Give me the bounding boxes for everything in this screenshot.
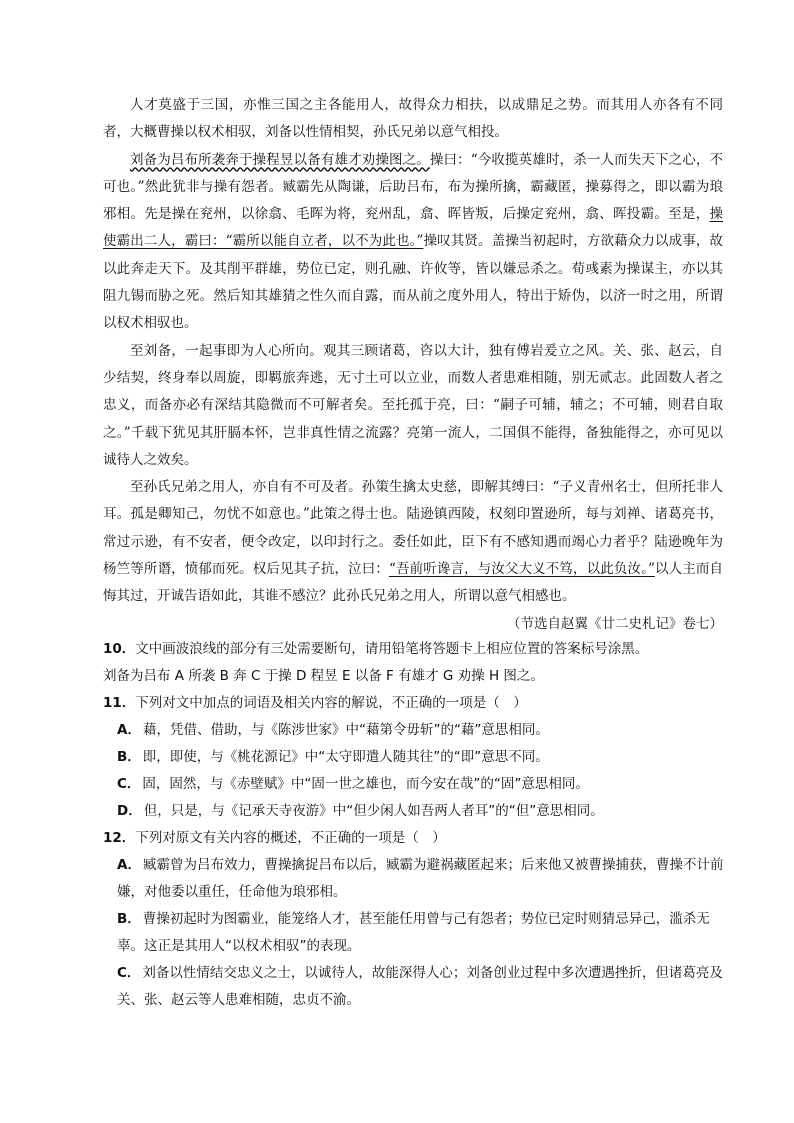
- source-citation: （节选自赵翼《廿二史札记》卷七）: [507, 615, 723, 632]
- question-number: 10．: [103, 641, 136, 657]
- option-c: [103, 771, 725, 798]
- option-text: 即，即使，与《桃花源记》中“太守即遣人随其往”的“即”意思不同。: [142, 749, 549, 765]
- wavy-underlined-sentence: 刘备为吕布所袭奔于操程昱以备有雄才劝操图之。: [130, 151, 430, 168]
- option-tag: D．: [117, 803, 142, 819]
- option-text: 曹操初起时为图霸业，能笼络人才，甚至能任用曾与己有怨者；势位已定时则猜忌异己，滥杀无辜。这正是其用人“以权术相驭”的表现。: [117, 911, 710, 954]
- passage-text: 至孙氏兄弟之用人，亦自有不可及者。孙策生擒太史慈，即解其缚曰：“子义青州名士，但所托非人耳。孤是卿知己，勿忧不如意也。”此策之得士也。陆逊镇西陵，权刻印置逊所，每与刘禅、诸葛亮书，常过示逊，有不安者，便令改定，以印封行之。委任如此，臣下有不感知遇而竭心力者乎？陆逊晚年为杨竺等所谮，愤郁而死。权后见其子抗，泣曰：: [103, 479, 723, 578]
- question-stem: 文中画波浪线的部分有三处需要断句，请用铅笔将答题卡上相应位置的答案标号涂黑。: [135, 641, 649, 657]
- option-b: [103, 906, 725, 960]
- option-c: [103, 960, 725, 1014]
- classical-passage: [103, 92, 723, 638]
- option-tag: C．: [117, 776, 141, 792]
- option-tag: B．: [117, 911, 141, 927]
- question-11: [103, 690, 725, 717]
- passage-text: 以人主而自悔其过，开诚告语如此，其谁不感泣？此孙氏兄弟之用人，所谓以意气相感也。: [103, 561, 723, 605]
- option-b: [103, 744, 725, 771]
- option-tag: A．: [117, 857, 141, 873]
- passage-paragraph-4: [103, 474, 723, 610]
- passage-paragraph-2: [103, 147, 723, 338]
- option-text: 刘备以性情结交忠义之士，以诚待人，故能深得人心；刘备创业过程中多次遭遇挫折，但诸葛亮及关、张、赵云等人患难相随，忠贞不渝。: [117, 965, 723, 1008]
- option-text: 臧霸曾为吕布效力，曹操擒捉吕布以后，臧霸为避祸藏匿起来；后来他又被曹操捕获，曹操不计前嫌，对他委以重任，任命他为琅邪相。: [117, 857, 724, 900]
- option-tag: A．: [117, 722, 141, 738]
- passage-paragraph-1: 人才莫盛于三国，亦惟三国之主各能用人，故得众力相扶，以成鼎足之势。而其用人亦各有不同者，大概曹操以权术相驭，刘备以性情相契，孙氏兄弟以意气相投。: [103, 97, 723, 141]
- option-text: 固，固然，与《赤壁赋》中“固一世之雄也，而今安在哉”的“固”意思相同。: [142, 776, 589, 792]
- passage-paragraph-3: 至刘备，一起事即为人心所向。观其三顾诸葛，咨以大计，独有傅岩爰立之风。关、张、赵云，自少结契，终身奉以周旋，即羁旅奔逃，无寸土可以立业，而数人者患难相随，别无贰志。此固数人者之忠义，而备亦必有深结其隐微而不可解者矣。至托孤于亮，曰：“嗣子可辅，辅之；不可辅，则君自取之。”千载下犹见其肝膈本怀，岂非真性情之流露？亮第一流人，二国俱不能得，备独能得之，亦可见以诚待人之效矣。: [103, 342, 723, 468]
- underlined-sentence: “吾前听谗言，与汝父大义不笃，以此负汝。”: [388, 561, 655, 578]
- passage-text: 操曰：“今收揽英雄时，杀一人而失天下之心，不可也。”然此犹非与操有怨者。臧霸先从陶谦，后助吕布，布为操所擒，霸藏匿，操募得之，即以霸为琅邪相。先是操在兖州，以徐翕、毛晖为将，兖州乱，翕、晖皆叛，后操定兖州，翕、晖投霸。至是，: [103, 151, 724, 223]
- question-stem: 下列对原文有关内容的概述，不正确的一项是（ ）: [135, 830, 446, 846]
- question-number: 12．: [103, 830, 136, 846]
- option-text: 但，只是，与《记承天寺夜游》中“但少闲人如吾两人者耳”的“但”意思相同。: [143, 803, 604, 819]
- question-10: [103, 636, 725, 663]
- option-text: 藉，凭借、借助，与《陈涉世家》中“藉第令毋斩”的“藉”意思相同。: [142, 722, 549, 738]
- option-tag: C．: [117, 965, 141, 981]
- underlined-sentence: 操使霸出二人，霸曰：“霸所以能自立者，以不为此也。”: [103, 206, 723, 250]
- question-12: [103, 825, 725, 852]
- option-a: [103, 852, 725, 906]
- passage-text: 操叹其贤。盖操当初起时，方欲藉众力以成事，故以此奔走天下。及其削平群雄，势位已定，则孔融、许攸等，皆以嫌忌杀之。荀彧素为操谋主，亦以其阻九锡而胁之死。然后知其雄猜之性久而自露，而从前之度外用人，特出于矫伪，以济一时之用，所谓以权术相驭也。: [103, 233, 723, 332]
- option-d: [103, 798, 725, 825]
- question-number: 11．: [103, 695, 136, 711]
- option-tag: B．: [117, 749, 141, 765]
- question-stem: 下列对文中加点的词语及相关内容的解说，不正确的一项是（ ）: [135, 695, 527, 711]
- question-10-sentence: 刘备为吕布 A 所袭 B 奔 C 于操 D 程昱 E 以备 F 有雄才 G 劝操 H 图之。: [103, 668, 544, 684]
- option-a: [103, 717, 725, 744]
- questions-section: [103, 636, 725, 1014]
